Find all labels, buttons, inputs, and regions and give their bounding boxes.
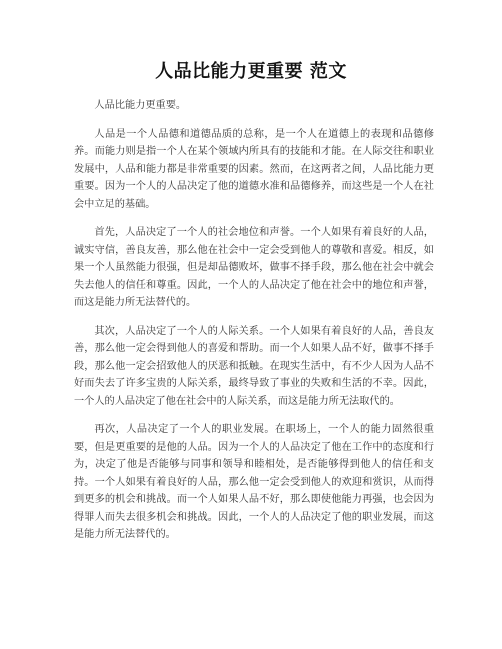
document-body — [74, 97, 434, 544]
document-title: 人品比能力更重要 范文 — [155, 61, 347, 82]
paragraph-third-point: 再次，人品决定了一个人的职业发展。在职场上，一个人的能力固然很重要，但是更重要的是他的人品。因为一个人的人品决定了他在工作中的态度和行为，决定了他是否能够与同事和领导和睦相处，是否能够得到他人的信任和支持。一个人如果有着良好的人品，那么他一定会受到他人的欢迎和赏识，从而得到更多的机会和挑战。而一个人如果人品不好，那么即使他能力再强，也会因为得罪人而失去很多机会和挑战。因此，一个人的人品决定了他的职业发展，而这是能力所无法替代的。 — [74, 424, 434, 540]
paragraph-intro: 人品比能力更重要。 — [94, 100, 187, 111]
paragraph-second-point: 其次，人品决定了一个人的人际关系。一个人如果有着良好的人品，善良友善，那么他一定会得到他人的喜爱和帮助。而一个人如果人品不好，做事不择手段，那么他一定会招致他人的厌恶和抵触。在现实生活中，有不少人因为人品不好而失去了许多宝贵的人际关系，最终导致了事业的失败和生活的不幸。因此，一个人的人品决定了他在社会中的人际关系，而这是能力所无法取代的。 — [74, 325, 434, 407]
paragraph-definition: 人品是一个人品德和道德品质的总称，是一个人在道德上的表现和品德修养。而能力则是指一个人在某个领域内所具有的技能和才能。在人际交往和职业发展中，人品和能力都是非常重要的因素。然而，在这两者之间，人品比能力更重要。因为一个人的人品决定了他的道德水准和品德修养，而这些是一个人在社会中立足的基础。 — [74, 128, 434, 210]
paragraph-first-point: 首先，人品决定了一个人的社会地位和声誉。一个人如果有着良好的人品，诚实守信，善良友善，那么他在社会中一定会受到他人的尊敬和喜爱。相反，如果一个人虽然能力很强，但是却品德败坏，做事不择手段，那么他在社会中就会失去他人的信任和尊重。因此，一个人的人品决定了他在社会中的地位和声誉，而这是能力所无法替代的。 — [74, 227, 434, 308]
